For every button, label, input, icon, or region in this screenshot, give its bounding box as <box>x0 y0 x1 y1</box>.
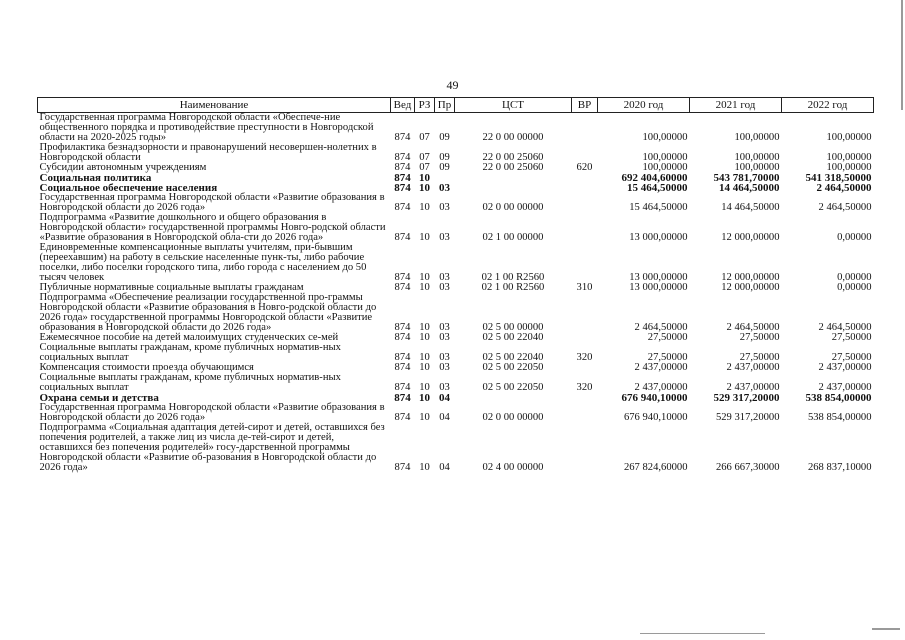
cell-cst: 02 1 00 00000 <box>482 232 544 243</box>
cell-vr <box>572 143 598 163</box>
cell-pr: 03 <box>439 362 450 373</box>
header-2022: 2022 год <box>782 98 874 113</box>
cell-y2021: 12 000,00000 <box>721 282 780 293</box>
cell-cst: 02 4 00 00000 <box>482 462 544 473</box>
cell-y2021: 100,00000 <box>734 162 780 173</box>
cell-y2020: 676 940,10000 <box>623 412 688 423</box>
page-number: 49 <box>446 78 459 92</box>
table-row <box>38 143 874 163</box>
cell-vr: 310 <box>576 282 593 293</box>
cell-y2021: 27,50000 <box>739 332 780 343</box>
cell-cst: 02 1 00 R2560 <box>481 272 545 283</box>
cell-y2022: 100,00000 <box>826 162 872 173</box>
cell-pr: 03 <box>439 322 450 333</box>
cell-name: Единовременные компенсационные выплаты учителям, при-бывшим (переехавшим) на работу в сельские населенные пунк-ты, либо рабочие поселки, либо поселки городского типа, либо города с населением до 50 тысяч человек <box>39 242 367 283</box>
cell-y2022: 100,00000 <box>826 132 872 143</box>
table-row <box>38 423 874 473</box>
cell-ved: 874 <box>394 412 411 423</box>
cell-y2020: 676 940,10000 <box>621 392 688 404</box>
cell-pr: 04 <box>439 462 450 473</box>
table-row <box>38 193 874 213</box>
cell-pr: 03 <box>439 282 450 293</box>
cell-y2020: 13 000,00000 <box>629 232 688 243</box>
cell-vr <box>572 293 598 333</box>
cell-rz: 10 <box>419 462 430 473</box>
header-rz: РЗ <box>415 98 435 113</box>
cell-rz: 10 <box>419 272 430 283</box>
cell-cst: 02 0 00 00000 <box>482 412 544 423</box>
cell-vr <box>572 113 598 144</box>
cell-pr: 03 <box>439 202 450 213</box>
cell-vr <box>572 423 598 473</box>
cell-ved: 874 <box>394 392 411 404</box>
cell-name: Охрана семьи и детства <box>39 392 159 404</box>
cell-y2020: 27,50000 <box>647 332 688 343</box>
cell-vr: 320 <box>576 352 593 363</box>
cell-vr <box>572 333 598 343</box>
cell-vr <box>572 183 598 193</box>
cell-pr: 03 <box>439 232 450 243</box>
cell-rz: 10 <box>419 392 430 404</box>
cell-pr: 03 <box>439 182 450 194</box>
cell-y2021: 2 437,00000 <box>726 382 780 393</box>
cell-y2020: 267 824,60000 <box>623 462 688 473</box>
table-row <box>38 293 874 333</box>
cell-cst: 22 0 00 00000 <box>482 132 544 143</box>
cell-name: Государственная программа Новгородской области «Развитие образования в Новгородской области до 2026 года» <box>39 192 385 213</box>
cell-name: Государственная программа Новгородской области «Обеспече-ние общественного порядка и противодействие преступности в Новгородской области на 2020-2025 годы» <box>39 112 374 143</box>
cell-pr: 03 <box>439 352 450 363</box>
table-row <box>38 243 874 283</box>
cell-y2020: 15 464,50000 <box>629 202 688 213</box>
cell-y2022: 538 854,00000 <box>805 392 872 404</box>
cell-y2021: 12 000,00000 <box>721 232 780 243</box>
cell-rz: 10 <box>419 172 430 184</box>
cell-y2020: 692 404,60000 <box>621 172 688 184</box>
table-body <box>38 113 874 474</box>
cell-y2021: 2 464,50000 <box>726 322 780 333</box>
cell-pr: 09 <box>439 132 450 143</box>
cell-cst: 22 0 00 25060 <box>482 162 544 173</box>
cell-ved: 874 <box>394 462 411 473</box>
cell-y2022: 0,00000 <box>837 282 872 293</box>
cell-name: Социальная политика <box>39 172 152 184</box>
cell-pr: 03 <box>439 382 450 393</box>
cell-pr: 04 <box>439 392 450 404</box>
cell-y2021: 27,50000 <box>739 352 780 363</box>
cell-y2021: 529 317,20000 <box>713 392 780 404</box>
cell-cst: 22 0 00 25060 <box>482 152 544 163</box>
cell-ved: 874 <box>394 352 411 363</box>
header-name: Наименование <box>38 98 391 113</box>
cell-ved: 874 <box>394 132 411 143</box>
cell-cst: 02 0 00 00000 <box>482 202 544 213</box>
table-row <box>38 343 874 363</box>
cell-y2020: 100,00000 <box>642 162 688 173</box>
cell-y2020: 2 437,00000 <box>634 382 688 393</box>
cell-name: Ежемесячное пособие на детей малоимущих студенческих се-мей <box>39 332 339 343</box>
cell-y2022: 541 318,50000 <box>805 172 872 184</box>
cell-y2022: 2 464,50000 <box>818 322 872 333</box>
cell-vr <box>572 393 598 403</box>
cell-rz: 07 <box>419 152 430 163</box>
cell-y2021: 100,00000 <box>734 152 780 163</box>
cell-ved: 874 <box>394 272 411 283</box>
cell-y2020: 2 464,50000 <box>634 322 688 333</box>
table-header-row <box>38 98 874 113</box>
cell-ved: 874 <box>394 182 411 194</box>
cell-ved: 874 <box>394 282 411 293</box>
cell-name: Подпрограмма «Развитие дошкольного и общего образования в Новгородской области» государственной программы Новго-родской области «Развитие образования в Новгородской обла-сти до 2026 года» <box>39 212 386 243</box>
cell-y2022: 27,50000 <box>831 352 872 363</box>
cell-y2021: 14 464,50000 <box>719 182 780 194</box>
cell-y2021: 543 781,70000 <box>713 172 780 184</box>
cell-y2021: 2 437,00000 <box>726 362 780 373</box>
cell-pr: 04 <box>439 412 450 423</box>
cell-ved: 874 <box>394 362 411 373</box>
cell-name: Подпрограмма «Социальная адаптация детей-сирот и детей, оставшихся без попечения родителей, а также лиц из числа де-тей-сирот и детей, оставшихся без попечения родителей» госу-дарственной программы Новгородской области «Развитие об-разования в Новгородской области до 2026 года» <box>39 422 385 473</box>
cell-cst: 02 5 00 22050 <box>482 382 544 393</box>
cell-cst <box>455 173 572 183</box>
header-2021: 2021 год <box>690 98 782 113</box>
cell-vr <box>572 403 598 423</box>
budget-table <box>37 97 874 473</box>
cell-y2022: 2 464,50000 <box>818 202 872 213</box>
cell-vr: 320 <box>576 382 593 393</box>
cell-pr: 09 <box>439 162 450 173</box>
table-row <box>38 403 874 423</box>
cell-y2021: 529 317,20000 <box>715 412 780 423</box>
cell-y2022: 268 837,10000 <box>807 462 872 473</box>
cell-ved: 874 <box>394 172 411 184</box>
cell-y2021: 12 000,00000 <box>721 272 780 283</box>
header-2020: 2020 год <box>598 98 690 113</box>
cell-name: Подпрограмма «Обеспечение реализации государственной про-граммы Новгородской области «Развитие образования в Новго-родской области до 2026 года» государственной программы Новгородской области «Развитие образования в Новгородской области до 2026 года» <box>39 292 377 333</box>
cell-cst: 02 1 00 R2560 <box>481 282 545 293</box>
cell-rz: 07 <box>419 132 430 143</box>
cell-y2022: 0,00000 <box>837 272 872 283</box>
cell-cst <box>455 393 572 403</box>
cell-cst: 02 5 00 22040 <box>482 352 544 363</box>
cell-y2020: 100,00000 <box>642 152 688 163</box>
cell-name: Публичные нормативные социальные выплаты гражданам <box>39 282 304 293</box>
cell-y2022: 538 854,00000 <box>807 412 872 423</box>
cell-rz: 07 <box>419 162 430 173</box>
cell-rz: 10 <box>419 322 430 333</box>
cell-ved: 874 <box>394 382 411 393</box>
cell-pr: 03 <box>439 332 450 343</box>
cell-vr <box>572 243 598 283</box>
cell-pr: 09 <box>439 152 450 163</box>
cell-y2021: 100,00000 <box>734 132 780 143</box>
cell-cst: 02 5 00 22050 <box>482 362 544 373</box>
cell-name: Профилактика безнадзорности и правонарушений несовершен-нолетних в Новгородской области <box>39 142 377 163</box>
cell-ved: 874 <box>394 202 411 213</box>
cell-rz: 10 <box>419 202 430 213</box>
header-pr: Пр <box>435 98 455 113</box>
cell-y2020: 13 000,00000 <box>629 272 688 283</box>
scan-mark-right-edge <box>901 0 903 110</box>
cell-y2020: 2 437,00000 <box>634 362 688 373</box>
cell-ved: 874 <box>394 152 411 163</box>
cell-vr <box>572 363 598 373</box>
header-vr: ВР <box>572 98 598 113</box>
header-cst: ЦСТ <box>455 98 572 113</box>
cell-rz: 10 <box>419 232 430 243</box>
cell-y2020: 13 000,00000 <box>629 282 688 293</box>
cell-y2022: 2 464,50000 <box>816 182 872 194</box>
cell-rz: 10 <box>419 352 430 363</box>
cell-y2020: 27,50000 <box>647 352 688 363</box>
cell-vr: 620 <box>576 162 593 173</box>
cell-rz: 10 <box>419 332 430 343</box>
cell-ved: 874 <box>394 332 411 343</box>
cell-rz: 10 <box>419 282 430 293</box>
scan-mark-corner <box>872 628 900 630</box>
table-row <box>38 373 874 393</box>
cell-y2022: 27,50000 <box>831 332 872 343</box>
cell-ved: 874 <box>394 162 411 173</box>
cell-rz: 10 <box>419 412 430 423</box>
cell-cst <box>455 183 572 193</box>
cell-name: Социальное обеспечение населения <box>39 182 218 194</box>
cell-y2022: 0,00000 <box>837 232 872 243</box>
table-row <box>38 113 874 144</box>
cell-vr <box>572 193 598 213</box>
cell-y2022: 2 437,00000 <box>818 362 872 373</box>
cell-vr <box>572 213 598 243</box>
cell-y2022: 100,00000 <box>826 152 872 163</box>
cell-rz: 10 <box>419 182 430 194</box>
cell-name: Государственная программа Новгородской области «Развитие образования в Новгородской области до 2026 года» <box>39 402 385 423</box>
cell-pr: 03 <box>439 272 450 283</box>
cell-rz: 10 <box>419 382 430 393</box>
cell-cst: 02 5 00 00000 <box>482 322 544 333</box>
cell-ved: 874 <box>394 322 411 333</box>
cell-y2021: 266 667,30000 <box>715 462 780 473</box>
cell-cst: 02 5 00 22040 <box>482 332 544 343</box>
cell-rz: 10 <box>419 362 430 373</box>
cell-name: Социальные выплаты гражданам, кроме публичных норматив-ных социальных выплат <box>39 372 341 393</box>
cell-y2020: 100,00000 <box>642 132 688 143</box>
cell-y2020: 15 464,50000 <box>627 182 688 194</box>
header-ved: Вед <box>391 98 415 113</box>
cell-vr <box>572 173 598 183</box>
cell-name: Социальные выплаты гражданам, кроме публичных норматив-ных социальных выплат <box>39 342 341 363</box>
cell-name: Субсидии автономным учреждениям <box>39 162 207 173</box>
table-row <box>38 213 874 243</box>
cell-name: Компенсация стоимости проезда обучающимся <box>39 362 254 373</box>
cell-y2022: 2 437,00000 <box>818 382 872 393</box>
cell-ved: 874 <box>394 232 411 243</box>
scan-mark-bottom <box>640 633 765 634</box>
cell-y2021: 14 464,50000 <box>721 202 780 213</box>
